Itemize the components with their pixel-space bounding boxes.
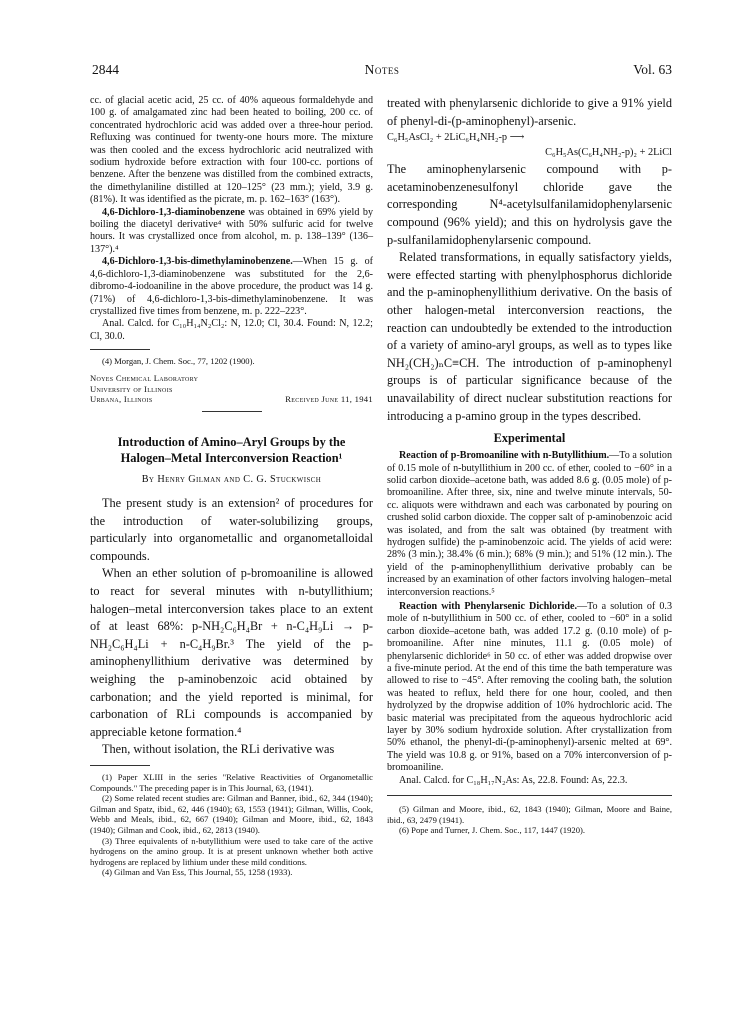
footnote-1: (1) Paper XLIII in the series "Relative Reactivities of Organometallic Compounds." The preceding paper is in This Journal, 63, (1941).	[90, 772, 373, 793]
page-number: 2844	[92, 62, 119, 77]
reaction-equation-line: C₆H₅As(C₆H₄NH₂-p)₂ + 2LiCl	[545, 147, 672, 159]
run-in-heading: 4,6-Dichloro-1,3-bis-dimethylaminobenzene.	[102, 256, 293, 268]
section-title: Notes	[364, 62, 400, 77]
body-paragraph: The aminophenylarsenic compound with p-acetaminobenzenesulfonyl chloride gave the corresponding N⁴-acetylsulfanilamidophenylarsenic compound (96% yield); and this on hydrolysis gave the p-sulfanilamidophenylarsenic compound.	[387, 162, 672, 247]
paragraph-text: —To a solution of 0.15 mole of n-butyllithium in 200 cc. of ether, cooled to −60° in a solid carbon dioxide–acetone bath, was added 8.6 g. (0.05 mole) of p-bromoaniline. After three, six, nine and twelve minute intervals, 50-cc. aliquots were withdrawn and each was carbonated by pouring on crushed solid carbon dioxide. The copper salt of p-aminobenzoic acid was isolated, and from the salt was obtained (by treatment with hydrogen sulfide) the p-aminobenzoic acid. The yields of acid were: 28% (3 min.); 38.4% (6 min.); 68% (9 min.); and 51% (12 min.). The yield of the p-aminophenyllithium derivative probably can be increased by an examination of other factors involving halogen–metal interconversion reactions.⁵	[387, 450, 672, 598]
affiliation-line: University of Illinois	[90, 383, 173, 394]
left-column	[90, 95, 373, 878]
footnote-rule	[387, 795, 672, 796]
paragraph-text: —When 15 g. of 4,6-dichloro-1,3-diaminobenzene was substituted for the 2,6-dibromo-4-iodoaniline in the above procedure, the product was 14 g. (71%) of 4,6-dichloro-1,3-bis-dimethylaminobenzene. It was crystallized five times from benzene, m. p. 222–223°.	[90, 256, 373, 317]
right-column	[387, 95, 672, 836]
footnote-4-ref: (4) Gilman and Van Ess, This Journal, 55, 1258 (1933).	[102, 867, 293, 878]
footnote-rule	[90, 765, 150, 766]
footnote-4: (4) Morgan, J. Chem. Soc., 77, 1202 (1900).	[102, 356, 255, 367]
continued-paragraph: cc. of glacial acetic acid, 25 cc. of 40% aqueous formaldehyde and 100 g. of amalgamated zinc had been heated to boiling, 200 cc. of concentrated hydrochloric acid was added over a three-hour period. Refluxing was continued for twenty-one hours more. The mixture was then cooled and the excess hydrochloric acid neutralized with sodium hydroxide before extraction with four 100-cc. portions of benzene. After the benzene was distilled from the combined extracts, the dimethylaniline distilled at 120–125° (23 mm.); yield, 3.9 g. (81%). It was identified as the picrate, m. p. 162–163° (163°).	[90, 95, 373, 206]
paragraph-text: was obtained in 69% yield by boiling the diacetyl derivative⁴ with 50% sulfuric acid for twelve hours. It was crystallized once from alcohol, m. p. 138–139° (136–137°).⁴	[90, 206, 373, 255]
divider-rule	[202, 411, 262, 412]
analysis-line: Anal. Calcd. for C₁₈H₁₇N₂As: As, 22.8. Found: As, 22.3.	[399, 774, 628, 786]
running-header	[92, 62, 672, 80]
run-in-heading: 4,6-Dichloro-1,3-diaminobenzene	[102, 206, 245, 218]
continued-paragraph: treated with phenylarsenic dichloride to give a 91% yield of phenyl-di-(p-aminophenyl)-arsenic.	[387, 96, 672, 128]
analysis-line: Anal. Calcd. for C₁₀H₁₄N₂Cl₂: N, 12.0; Cl, 30.4. Found: N, 12.2; Cl, 30.0.	[90, 318, 373, 342]
footnote-3: (3) Three equivalents of n-butyllithium were used to take care of the active hydrogens on the amino group. It is at present unknown whether both active hydrogens are replaced by lithium under these mild conditions.	[90, 835, 373, 867]
body-paragraph: Then, without isolation, the RLi derivative was	[102, 742, 335, 757]
affiliation	[90, 373, 373, 405]
paragraph-diaminobenzene	[90, 207, 373, 257]
received-date: Received June 11, 1941	[285, 394, 373, 405]
experiment-paragraph	[387, 601, 672, 775]
volume-label: Vol. 63	[633, 62, 672, 77]
affiliation-line: Urbana, Illinois	[90, 394, 153, 405]
article-authors: By Henry Gilman and C. G. Stuckwisch	[141, 474, 322, 486]
paragraph-text: —To a solution of 0.3 mole of n-butyllithium in 500 cc. of ether, cooled to −60° in a solid carbon dioxide–acetone bath, was added 17.2 g. (0.10 mole) of p-bromoaniline. After nine minutes, 11.1 g. (0.05 mole) of phenylarsenic dichloride⁶ in 50 cc. of ether was added dropwise over a five-minute period. At the end of this time the bath temperature was allowed to rise to −45°. After removing the cooling bath, the solution was heated to reflux, held there for one hour, cooled, and then hydrolyzed by the dropwise addition of 10% hydrochloric acid. The basic material was precipitated from the aqueous hydrochloric acid layer by 30% sodium hydroxide solution. After crystallization from 50% ethanol, the phenyl-di-(p-aminophenyl)-arsenic melted at 69°. The yield was 10.8 g. or 91%, based on a 70% interconversion of p-bromoaniline.	[387, 600, 672, 774]
body-paragraph: The present study is an extension² of procedures for the introduction of water-solubilizing groups, particularly into organometallic and organometalloidal compounds.	[90, 496, 373, 563]
footnote-5: (5) Gilman and Moore, ibid., 62, 1843 (1940); Gilman, Moore and Baine, ibid., 63, 2479 (1941).	[387, 804, 672, 825]
run-in-heading: Reaction with Phenylarsenic Dichloride.	[399, 600, 577, 612]
footnote-6: (6) Pope and Turner, J. Chem. Soc., 117, 1447 (1920).	[399, 825, 586, 836]
footnote-2: (2) Some related recent studies are: Gilman and Banner, ibid., 62, 344 (1940); Gilman and Spatz, ibid., 62, 446 (1940); 63, 1553 (1941); Gilman, Willis, Cook, Webb and Meals, ibid., 62, 667 (1940); Gilman and Moore, ibid., 62, 1843 (1940); Gilman and Cook, ibid., 62, 2813 (1940).	[90, 793, 373, 835]
run-in-heading: Reaction of p-Bromoaniline with n-Butyllithium.	[399, 450, 610, 462]
experimental-heading: Experimental	[493, 431, 566, 446]
body-paragraph: When an ether solution of p-bromoaniline is allowed to react for several minutes with n-butyllithium; halogen–metal interconversion takes place to an extent of at least 68%: p-NH₂C₆H₄Br + n-C₄H₉Li → p-NH₂C₆H₄Li + n-C₄H₉Br.³ The yield of the p-aminophenyllithium derivative was determined by weighing the p-aminobenzoic acid obtained by carbonation; and the yield reported is minimal, for carbonation of RLi compounds is accompanied by appreciable ketone formation.⁴	[90, 566, 373, 739]
experiment-paragraph	[387, 450, 672, 599]
paragraph-bis-dimethylamino	[90, 256, 373, 318]
reaction-equation-line: C₆H₅AsCl₂ + 2LiC₆H₄NH₂-p ⟶	[387, 132, 525, 144]
article-title: Introduction of Amino–Aryl Groups by the Halogen–Metal Interconversion Reaction¹	[117, 435, 346, 466]
affiliation-line: Noyes Chemical Laboratory	[90, 372, 199, 383]
body-paragraph: Related transformations, in equally satisfactory yields, were effected starting with phenylphosphorus dichloride and the p-aminophenyllithium derivative. On the basis of other halogen-metal interconversion reactions, the reaction can undoubtedly be extended to the introduction of a variety of amino-aryl groups, as well as to types like NH₂(CH₂)ₙC≡CH. The introduction of p-aminophenyl groups is of particular significance because of the unavailability of direct nuclear substitution reactions for introducing a p-amino group in the types described.	[387, 250, 672, 423]
footnote-rule	[90, 349, 150, 350]
